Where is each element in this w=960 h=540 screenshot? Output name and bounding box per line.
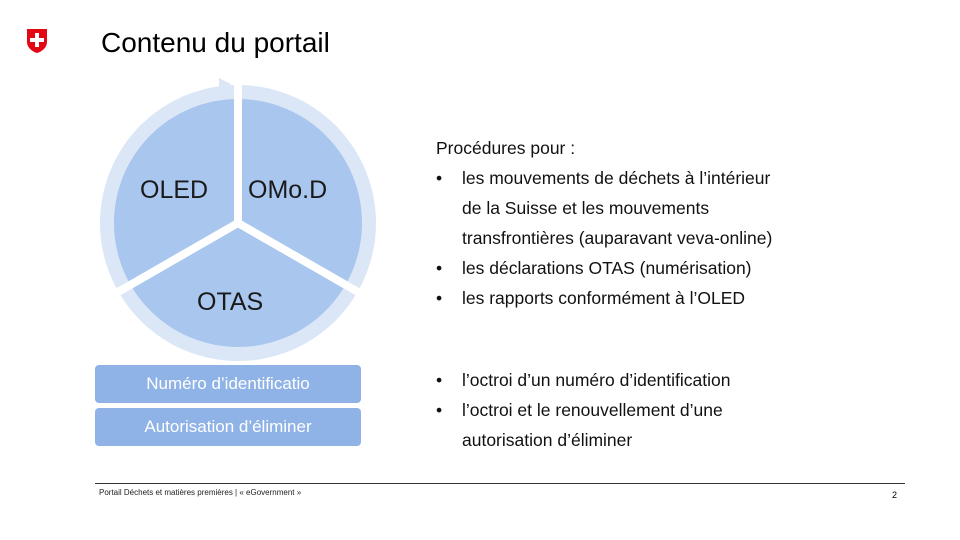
bullet-dot: • [436, 400, 443, 420]
bullet-item [436, 163, 772, 253]
footer-text: Portail Déchets et matières premières | « eGovernment » [99, 488, 302, 497]
swiss-cross-logo-icon [26, 28, 48, 54]
bullet-line: les rapports conformément à l’OLED [462, 288, 746, 308]
segment-label-otas: OTAS [197, 288, 264, 316]
bullet-dot: • [436, 258, 443, 278]
bullet-item [436, 283, 772, 313]
bullet-line: autorisation d’éliminer [462, 430, 633, 450]
bullet-item [436, 253, 772, 283]
segment-label-omod: OMo.D [248, 176, 328, 204]
bullet-dot: • [436, 288, 443, 308]
page-title: Contenu du portail [101, 27, 330, 58]
bullet-line: de la Suisse et les mouvements [462, 198, 710, 218]
bullet-line: l’octroi et le renouvellement d’une [462, 400, 723, 420]
bullet-line: les mouvements de déchets à l’intérieur [462, 168, 771, 188]
page-number: 2 [892, 490, 898, 500]
bullet-item [436, 395, 730, 455]
procedures-block [436, 133, 772, 313]
bullet-line: les déclarations OTAS (numérisation) [462, 258, 752, 278]
segment-label-oled: OLED [140, 176, 209, 204]
cycle-diagram [93, 78, 383, 368]
bullet-dot: • [436, 370, 443, 390]
footer-divider [95, 483, 905, 484]
bullet-dot: • [436, 168, 443, 188]
octroi-block [436, 365, 730, 455]
identification-number-box: Numéro d’identificatio [95, 365, 361, 403]
bullet-item [436, 365, 730, 395]
bullet-line: l’octroi d’un numéro d’identification [462, 370, 731, 390]
bullet-line: transfrontières (auparavant veva-online) [462, 228, 773, 248]
disposal-authorization-box: Autorisation d’éliminer [95, 408, 361, 446]
procedures-heading: Procédures pour : [436, 138, 576, 158]
